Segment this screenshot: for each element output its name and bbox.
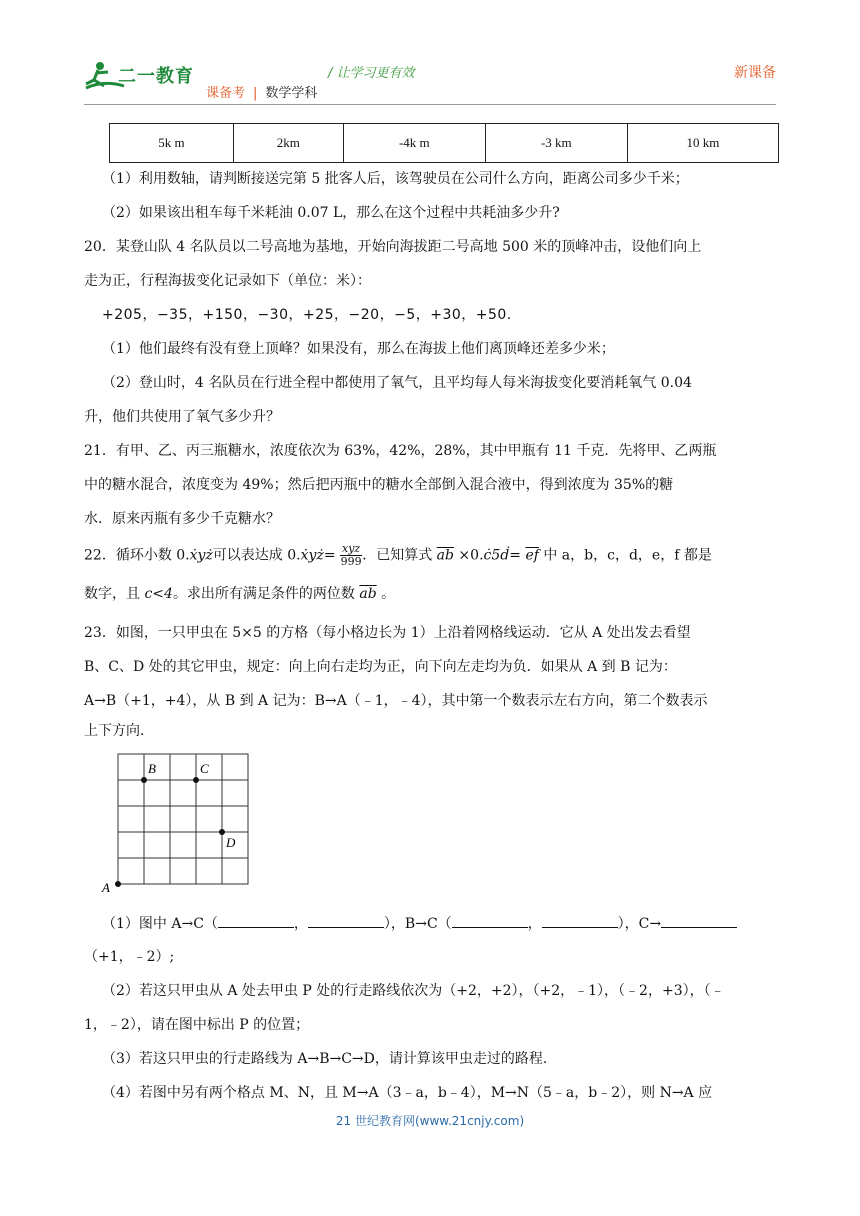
q23-text: （1）图中 A→C（ <box>102 916 218 932</box>
course-label: 课备考 <box>206 86 246 101</box>
q23-part2-line2: 1，﹣2），请在图中标出 P 的位置； <box>84 1017 310 1033</box>
fraction-numerator: xyz <box>342 542 361 555</box>
q22-text: 可以表达成 0. <box>212 547 301 564</box>
q23-part4: （4）若图中另有两个格点 M、N，且 M→A（3﹣a，b﹣4），M→N（5﹣a，b﹣2），则 N→A 应 <box>102 1085 713 1101</box>
table-cell: 10 km <box>627 124 778 163</box>
answer-blank[interactable] <box>308 913 384 928</box>
q21-line1: 21．有甲、乙、丙三瓶糖水，浓度依次为 63%，42%，28%，其中甲瓶有 11 千克．先将甲、乙两瓶 <box>84 443 717 459</box>
q21-line3: 水．原来丙瓶有多少千克糖水？ <box>84 511 280 527</box>
grid-lines <box>118 754 248 884</box>
q20-part2-line1: （2）登山时，4 名队员在行进全程中都使用了氧气，且平均每人每米海拔变化要消耗氧气 0.04 <box>102 375 692 391</box>
answer-blank[interactable] <box>661 913 737 928</box>
q20-line2: 走为正，行程海拔变化记录如下（单位：米）： <box>84 273 371 289</box>
q22-text-3: 中 a，b，c，d，e，f 都是 <box>538 547 712 564</box>
label-b: B <box>148 761 156 776</box>
q22-line1 <box>84 543 778 568</box>
q23-text-3: ），C→ <box>617 916 662 932</box>
table-cell: 5k m <box>110 124 234 163</box>
q21-line2: 中的糖水混合，浓度变为 49%；然后把丙瓶中的糖水全部倒入混合液中，得到浓度为 35%的糖 <box>84 477 674 493</box>
point-d <box>219 829 225 835</box>
q23-part1 <box>102 913 796 934</box>
q20-sequence: +205，−35，+150，−30，+25，−20，−5，+30，+50. <box>102 307 512 323</box>
header-divider <box>84 104 776 105</box>
q20-part2-line2: 升，他们共使用了氧气多少升？ <box>84 409 280 425</box>
header-separator: | <box>253 86 258 101</box>
slogan: / 让学习更有效 <box>328 66 415 81</box>
q22-fraction <box>340 543 362 568</box>
table-cell: 2km <box>233 124 343 163</box>
page-header <box>84 56 776 106</box>
q22-overline-ef: $\overline{ef}$ <box>525 547 539 564</box>
q22-text-5: 。求出所有满足条件的两位数 <box>172 586 360 602</box>
logo-text: 二一教育 <box>118 66 194 87</box>
q23-part1-line2: （+1，﹣2）; <box>84 949 175 965</box>
q20-line1: 20．某登山队 4 名队员以二号高地为基地，开始向海拔距二号高地 500 米的顶峰冲击，设他们向上 <box>84 239 702 255</box>
q19-part1: （1）利用数轴，请判断接送完第 5 批客人后，该驾驶员在公司什么方向，距离公司多少千米； <box>102 171 689 187</box>
q23-text-2: ），B→C（ <box>383 916 452 932</box>
table-row <box>110 124 779 163</box>
q22-text-2: ．已知算式 <box>362 547 437 564</box>
point-c <box>193 777 199 783</box>
q23-line4: 上下方向． <box>84 723 154 739</box>
label-c: C <box>200 761 209 776</box>
q22-equals: = <box>323 547 336 564</box>
answer-blank[interactable] <box>452 913 528 928</box>
q23-part2-line1: （2）若这只甲虫从 A 处去甲虫 P 处的行走路线依次为（+2，+2），（+2，﹣1），（﹣2，+3），（﹣ <box>102 983 725 999</box>
point-a <box>115 881 121 887</box>
q23-comma-2: ， <box>527 916 542 932</box>
q23-comma: ， <box>293 916 308 932</box>
q22-overline-ab: $\overline{ab}$ <box>436 547 454 564</box>
q23-line1: 23．如图，一只甲虫在 5×5 的方格（每小格边长为 1）上沿着网格线运动．它从 A 处出发去看望 <box>84 625 691 641</box>
table-cell: -4k m <box>343 124 485 163</box>
table-cell: -3 km <box>485 124 627 163</box>
q22-repeating-decimal-2: ẋyż <box>300 547 324 564</box>
subject-label: 数学学科 <box>265 86 318 101</box>
fraction-denominator: 999 <box>340 555 362 568</box>
brand-name: 新课备 <box>734 65 776 81</box>
point-b <box>141 777 147 783</box>
q22-equals-2: = <box>509 547 526 564</box>
q22-text-4: 数字，且 <box>84 586 145 602</box>
q22-prefix: 22．循环小数 0. <box>84 547 190 564</box>
q22-times: ×0. <box>453 547 484 564</box>
q22-condition: c<4 <box>144 586 173 602</box>
q22-text-6: 。 <box>376 586 396 602</box>
q20-part1: （1）他们最终有没有登上顶峰？如果没有，那么在海拔上他们离顶峰还差多少米； <box>102 341 615 357</box>
distance-table <box>109 123 779 163</box>
q23-line3: A→B（+1，+4），从 B 到 A 记为：B→A（﹣1，﹣4），其中第一个数表示左右方向，第二个数表示 <box>84 693 708 709</box>
q22-line2 <box>84 584 778 604</box>
answer-blank[interactable] <box>542 913 618 928</box>
q23-part3: （3）若这只甲虫的行走路线为 A→B→C→D，请计算该甲虫走过的路程. <box>102 1051 548 1067</box>
page-footer: 21 世纪教育网(www.21cnjy.com) <box>335 1114 525 1128</box>
q19-part2: （2）如果该出租车每千米耗油 0.07 L，那么在这个过程中共耗油多少升? <box>102 205 560 221</box>
subject-line <box>206 82 317 101</box>
q22-overline-ab-2: $\overline{ab}$ <box>359 586 377 602</box>
label-d: D <box>226 835 236 850</box>
q22-repeating-c5d: ċ5ḋ <box>483 547 510 564</box>
answer-blank[interactable] <box>218 913 294 928</box>
beetle-grid-figure <box>96 744 256 894</box>
q22-repeating-decimal: ẋyż <box>189 547 213 564</box>
q23-line2: B、C、D 处的其它甲虫，规定：向上向右走均为正，向下向左走均为负．如果从 A 到 B 记为： <box>84 659 677 675</box>
label-a: A <box>102 880 110 894</box>
